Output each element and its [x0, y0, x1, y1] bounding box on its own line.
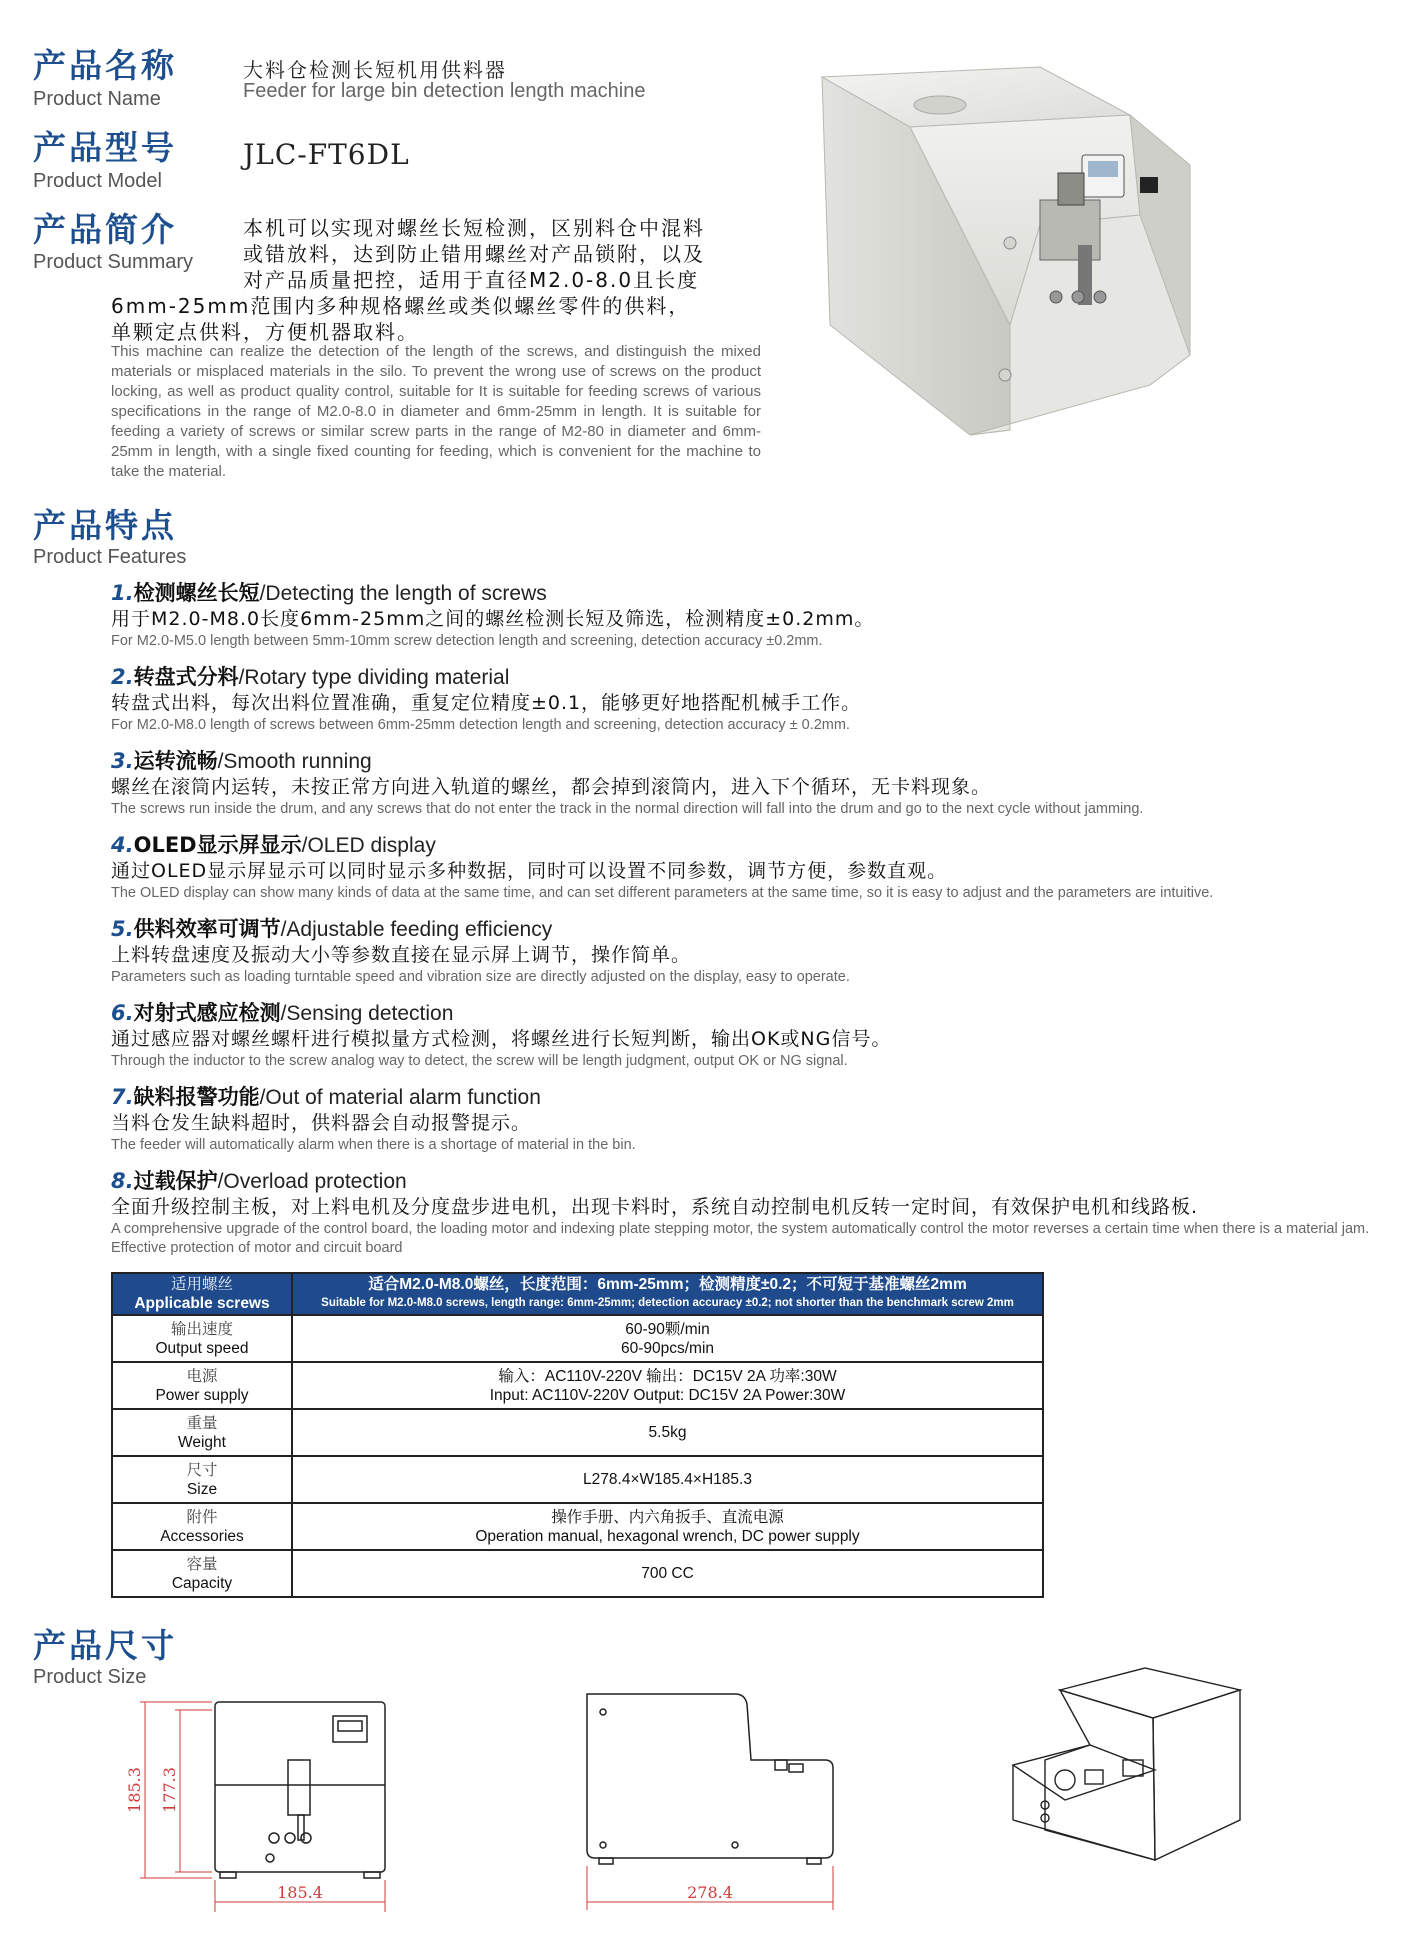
dim-height-outer: 185.3	[125, 1767, 144, 1813]
spec-label-en: Accessories	[160, 1527, 244, 1545]
feature-desc-en: For M2.0-M5.0 length between 5mm-10mm screw detection length and screening, detection accuracy ±0.2mm.	[111, 633, 823, 649]
summary-cn-line: 或错放料，达到防止错用螺丝对产品锁附，以及	[243, 242, 705, 266]
dim-width: 185.4	[277, 1883, 323, 1902]
spec-label-cn: 输出速度	[170, 1320, 233, 1338]
summary-en: This machine can realize the detection of the length of the screws, and distinguish the mixed materials or misplaced materials in the silo. To prevent the wrong use of screws on the product locking, as well as product quality control, suitable for It is suitable for feeding screws of various specifications in the range of M2.0-8.0 in diameter and 6mm-25mm in length. It is suitable for feeding a variety of screws or similar screw parts in the range of M2-80 in diameter and 6mm-25mm in length, with a single fixed counting for feeding, which is convenient for the machine to take the material.	[111, 343, 761, 480]
feature-title-cn: 运转流畅	[133, 749, 218, 773]
dim-height-inner: 177.3	[160, 1767, 179, 1813]
spec-label-cn: 附件	[186, 1508, 218, 1526]
spec-row	[112, 1550, 1043, 1597]
product-model-label-en: Product Model	[33, 170, 162, 192]
spec-label-cn: 重量	[186, 1414, 218, 1432]
product-photo	[810, 55, 1240, 475]
features-label-cn: 产品特点	[33, 506, 177, 545]
feature-desc-en: A comprehensive upgrade of the control board, the loading motor and indexing plate stepping motor, the system automatically control the motor reverses a certain time when there is a material jam. Effective protection of motor and circuit board	[111, 1221, 1370, 1256]
feature-desc-cn: 用于M2.0-M8.0长度6mm-25mm之间的螺丝检测长短及筛选，检测精度±0.2mm。	[111, 608, 875, 630]
feature-item	[111, 748, 1401, 819]
feature-desc-cn: 螺丝在滚筒内运转，未按正常方向进入轨道的螺丝，都会掉到滚筒内，进入下个循环，无卡料现象。	[111, 776, 992, 798]
spec-label-cn: 电源	[186, 1367, 218, 1385]
feature-number: 6.	[111, 1001, 134, 1025]
feature-number: 7.	[111, 1085, 134, 1109]
spec-row	[112, 1409, 1043, 1456]
spec-table	[111, 1272, 1044, 1598]
feature-title-en: /Detecting the length of screws	[259, 582, 547, 605]
summary-cn-line: 对产品质量把控，适用于直径M2.0-8.0且长度	[243, 268, 700, 292]
product-name-label-cn: 产品名称	[33, 46, 177, 85]
spec-value: Operation manual, hexagonal wrench, DC power supply	[475, 1527, 860, 1545]
front-view-drawing	[120, 1690, 410, 1915]
feature-item	[111, 580, 1401, 651]
spec-value-en: Suitable for M2.0-M8.0 screws, length range: 6mm-25mm; detection accuracy ±0.2; not shorter than the benchmark screw 2mm	[321, 1297, 1014, 1309]
product-model-value: JLC-FT6DL	[243, 138, 410, 171]
feature-title-en: /Rotary type dividing material	[238, 666, 510, 689]
feature-item	[111, 916, 1401, 987]
side-view-drawing	[575, 1680, 855, 1920]
product-model-label-cn: 产品型号	[33, 128, 177, 167]
spec-value: 60-90pcs/min	[620, 1339, 715, 1357]
spec-value: 700 CC	[641, 1565, 694, 1582]
feature-number: 1.	[111, 581, 134, 605]
spec-value: Input: AC110V-220V Output: DC15V 2A Power:30W	[489, 1386, 846, 1404]
spec-label-en: Power supply	[155, 1386, 249, 1404]
feature-title-en: /Sensing detection	[280, 1002, 454, 1025]
spec-label-en: Size	[186, 1480, 218, 1498]
spec-row	[112, 1315, 1043, 1362]
spec-value: 60-90颗/min	[625, 1320, 710, 1338]
product-summary-label-cn: 产品简介	[33, 210, 177, 249]
feature-title-en: /Overload protection	[217, 1170, 407, 1193]
size-label-cn: 产品尺寸	[33, 1626, 177, 1665]
summary-cn-line: 单颗定点供料，方便机器取料。	[111, 320, 419, 344]
product-name-value-cn: 大料仓检测长短机用供料器	[243, 58, 507, 82]
feature-item	[111, 1000, 1401, 1071]
spec-value: 输入：AC110V-220V 输出：DC15V 2A 功率:30W	[498, 1367, 837, 1385]
spec-label-en: Output speed	[155, 1339, 249, 1357]
feature-title-cn: 检测螺丝长短	[133, 581, 260, 605]
spec-label-cn: 适用螺丝	[170, 1276, 233, 1293]
product-summary-label-en: Product Summary	[33, 251, 194, 273]
spec-row-screws	[112, 1273, 1043, 1315]
feature-number: 5.	[111, 917, 134, 941]
dim-length: 278.4	[687, 1883, 733, 1902]
feature-title-cn: OLED显示屏显示	[133, 833, 302, 857]
feature-desc-cn: 上料转盘速度及振动大小等参数直接在显示屏上调节，操作简单。	[111, 944, 692, 966]
feature-desc-cn: 通过OLED显示屏显示可以同时显示多种数据，同时可以设置不同参数，调节方便，参数直观。	[111, 860, 948, 882]
spec-label-cn: 容量	[186, 1555, 218, 1573]
feature-title-cn: 转盘式分料	[133, 665, 239, 689]
feature-item	[111, 664, 1401, 735]
feature-title-cn: 对射式感应检测	[133, 1001, 281, 1025]
feature-title-en: /Adjustable feeding efficiency	[280, 918, 553, 941]
features-label-en: Product Features	[33, 546, 187, 568]
spec-label-en: Weight	[178, 1433, 226, 1451]
spec-value: 5.5kg	[648, 1424, 687, 1441]
feature-desc-en: Through the inductor to the screw analog way to detect, the screw will be length judgment, output OK or NG signal.	[111, 1053, 848, 1069]
feature-number: 4.	[111, 833, 134, 857]
feature-item	[111, 1084, 1401, 1155]
spec-row	[112, 1362, 1043, 1409]
size-label-en: Product Size	[33, 1666, 147, 1688]
feature-item	[111, 1168, 1401, 1258]
feature-desc-en: For M2.0-M8.0 length of screws between 6mm-25mm detection length and screening, detection accuracy ± 0.2mm.	[111, 717, 850, 733]
feature-item	[111, 832, 1401, 903]
feature-desc-en: The OLED display can show many kinds of data at the same time, and can set different parameters at the same time, so it is easy to adjust and the parameters are intuitive.	[111, 885, 1214, 901]
spec-value: L278.4×W185.4×H185.3	[583, 1471, 752, 1488]
spec-value: 操作手册、内六角扳手、直流电源	[551, 1508, 784, 1526]
feature-number: 2.	[111, 665, 134, 689]
feature-title-cn: 过载保护	[133, 1169, 218, 1193]
feature-title-cn: 供料效率可调节	[133, 917, 281, 941]
feature-desc-en: The feeder will automatically alarm when there is a shortage of material in the bin.	[111, 1137, 636, 1153]
feature-desc-en: The screws run inside the drum, and any screws that do not enter the track in the normal direction will fall into the drum and go to the next cycle without jamming.	[111, 801, 1144, 817]
feature-desc-cn: 全面升级控制主板，对上料电机及分度盘步进电机，出现卡料时，系统自动控制电机反转一定时间，有效保护电机和线路板.	[111, 1196, 1199, 1218]
feature-title-en: /Smooth running	[217, 750, 372, 773]
spec-row	[112, 1456, 1043, 1503]
feature-number: 8.	[111, 1169, 134, 1193]
spec-row	[112, 1503, 1043, 1550]
feature-title-en: /Out of material alarm function	[259, 1086, 541, 1109]
feature-desc-cn: 转盘式出料，每次出料位置准确，重复定位精度±0.1，能够更好地搭配机械手工作。	[111, 692, 862, 714]
isometric-drawing	[1005, 1660, 1265, 1880]
feature-title-cn: 缺料报警功能	[133, 1085, 260, 1109]
feature-desc-cn: 通过感应器对螺丝螺杆进行模拟量方式检测，将螺丝进行长短判断，输出OK或NG信号。	[111, 1028, 892, 1050]
feature-desc-cn: 当料仓发生缺料超时，供料器会自动报警提示。	[111, 1112, 532, 1134]
feature-desc-en: Parameters such as loading turntable speed and vibration size are directly adjusted on the display, easy to operate.	[111, 969, 850, 985]
spec-label-en: Applicable screws	[134, 1295, 270, 1312]
product-name-value-en: Feeder for large bin detection length machine	[243, 80, 646, 102]
spec-value-cn: 适合M2.0-M8.0螺丝，长度范围：6mm-25mm；检测精度±0.2；不可短于基准螺丝2mm	[368, 1276, 967, 1293]
feature-number: 3.	[111, 749, 134, 773]
spec-label-en: Capacity	[171, 1574, 233, 1592]
summary-cn-line: 6mm-25mm范围内多种规格螺丝或类似螺丝零件的供料，	[111, 294, 691, 318]
spec-label-cn: 尺寸	[186, 1461, 218, 1479]
summary-cn-line: 本机可以实现对螺丝长短检测，区别料仓中混料	[243, 216, 705, 240]
feature-title-en: /OLED display	[301, 834, 436, 857]
product-name-label-en: Product Name	[33, 88, 161, 110]
